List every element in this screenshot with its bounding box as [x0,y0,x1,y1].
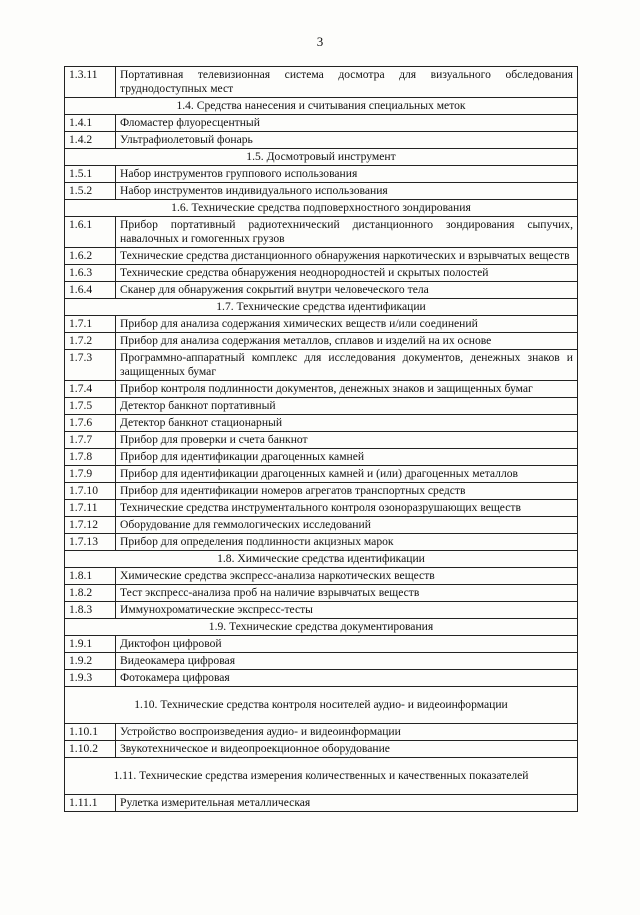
table-row [65,316,578,333]
equipment-list-table [64,66,578,812]
item-number: 1.10.1 [65,724,116,741]
item-number: 1.9.3 [65,670,116,687]
item-description: Прибор контроля подлинности документов, денежных знаков и защищенных бумаг [116,381,578,398]
item-description: Прибор портативный радиотехнический дистанционного зондирования сыпучих, навалочных и гомогенных грузов [116,217,578,248]
item-description: Прибор для определения подлинности акцизных марок [116,534,578,551]
table-row [65,132,578,149]
item-description: Портативная телевизионная система досмотра для визуального обследования труднодоступных мест [116,67,578,98]
table-row [65,282,578,299]
item-number: 1.11.1 [65,795,116,812]
item-number: 1.5.1 [65,166,116,183]
section-title: 1.4. Средства нанесения и считывания специальных меток [65,98,578,115]
table-row [65,636,578,653]
item-number: 1.7.3 [65,350,116,381]
item-number: 1.6.2 [65,248,116,265]
item-number: 1.8.3 [65,602,116,619]
section-title: 1.11. Технические средства измерения количественных и качественных показателей [65,758,578,795]
item-description: Прибор для анализа содержания химических веществ и/или соединений [116,316,578,333]
item-number: 1.3.11 [65,67,116,98]
item-description: Оборудование для геммологических исследований [116,517,578,534]
table-row [65,724,578,741]
item-number: 1.6.4 [65,282,116,299]
table-row [65,166,578,183]
table-row [65,466,578,483]
table-row [65,670,578,687]
item-description: Детектор банкнот стационарный [116,415,578,432]
item-description: Химические средства экспресс-анализа наркотических веществ [116,568,578,585]
item-description: Рулетка измерительная металлическая [116,795,578,812]
item-number: 1.4.1 [65,115,116,132]
item-description: Технические средства дистанционного обнаружения наркотических и взрывчатых веществ [116,248,578,265]
section-title: 1.5. Досмотровый инструмент [65,149,578,166]
table-row [65,415,578,432]
table-body [65,67,578,812]
item-description: Прибор для идентификации драгоценных камней [116,449,578,466]
item-description: Видеокамера цифровая [116,653,578,670]
item-number: 1.7.12 [65,517,116,534]
table-row [65,67,578,98]
table-row [65,585,578,602]
item-description: Звукотехническое и видеопроекционное оборудование [116,741,578,758]
item-description: Набор инструментов индивидуального использования [116,183,578,200]
table-row [65,217,578,248]
section-title: 1.9. Технические средства документирования [65,619,578,636]
item-number: 1.7.6 [65,415,116,432]
item-description: Диктофон цифровой [116,636,578,653]
item-number: 1.8.1 [65,568,116,585]
item-description: Программно-аппаратный комплекс для исследования документов, денежных знаков и защищенных бумаг [116,350,578,381]
table-row [65,265,578,282]
section-header-row [65,299,578,316]
item-description: Фотокамера цифровая [116,670,578,687]
table-row [65,432,578,449]
item-description: Устройство воспроизведения аудио- и видеоинформации [116,724,578,741]
page-number: 3 [316,34,324,49]
section-title: 1.7. Технические средства идентификации [65,299,578,316]
item-description: Прибор для анализа содержания металлов, сплавов и изделий на их основе [116,333,578,350]
table-row [65,602,578,619]
item-number: 1.9.2 [65,653,116,670]
section-title: 1.10. Технические средства контроля носителей аудио- и видеоинформации [65,687,578,724]
table-row [65,795,578,812]
table-row [65,115,578,132]
section-header-row [65,551,578,568]
table-row [65,500,578,517]
table-row [65,449,578,466]
item-number: 1.4.2 [65,132,116,149]
item-description: Прибор для идентификации номеров агрегатов транспортных средств [116,483,578,500]
item-number: 1.7.4 [65,381,116,398]
table-row [65,517,578,534]
section-title: 1.8. Химические средства идентификации [65,551,578,568]
item-description: Тест экспресс-анализа проб на наличие взрывчатых веществ [116,585,578,602]
item-description: Ультрафиолетовый фонарь [116,132,578,149]
table-row [65,398,578,415]
table-row [65,741,578,758]
table-row [65,534,578,551]
item-number: 1.7.2 [65,333,116,350]
section-header-row [65,200,578,217]
table-row [65,248,578,265]
item-description: Технические средства инструментального контроля озоноразрушающих веществ [116,500,578,517]
item-number: 1.7.1 [65,316,116,333]
item-description: Иммунохроматические экспресс-тесты [116,602,578,619]
item-number: 1.6.1 [65,217,116,248]
item-number: 1.9.1 [65,636,116,653]
section-title: 1.6. Технические средства подповерхностного зондирования [65,200,578,217]
table-row [65,350,578,381]
item-number: 1.7.8 [65,449,116,466]
item-description: Технические средства обнаружения неоднородностей и скрытых полостей [116,265,578,282]
table-row [65,381,578,398]
item-number: 1.7.10 [65,483,116,500]
item-number: 1.6.3 [65,265,116,282]
item-number: 1.8.2 [65,585,116,602]
table-row [65,483,578,500]
section-header-row [65,758,578,795]
item-description: Фломастер флуоресцентный [116,115,578,132]
item-description: Прибор для проверки и счета банкнот [116,432,578,449]
item-number: 1.7.11 [65,500,116,517]
section-header-row [65,149,578,166]
section-header-row [65,98,578,115]
item-number: 1.7.13 [65,534,116,551]
table-row [65,653,578,670]
section-header-row [65,619,578,636]
item-number: 1.7.5 [65,398,116,415]
table-row [65,183,578,200]
item-number: 1.7.7 [65,432,116,449]
item-description: Детектор банкнот портативный [116,398,578,415]
item-number: 1.10.2 [65,741,116,758]
item-number: 1.7.9 [65,466,116,483]
item-description: Набор инструментов группового использования [116,166,578,183]
item-description: Прибор для идентификации драгоценных камней и (или) драгоценных металлов [116,466,578,483]
section-header-row [65,687,578,724]
item-description: Сканер для обнаружения сокрытий внутри человеческого тела [116,282,578,299]
table-row [65,333,578,350]
item-number: 1.5.2 [65,183,116,200]
table-row [65,568,578,585]
